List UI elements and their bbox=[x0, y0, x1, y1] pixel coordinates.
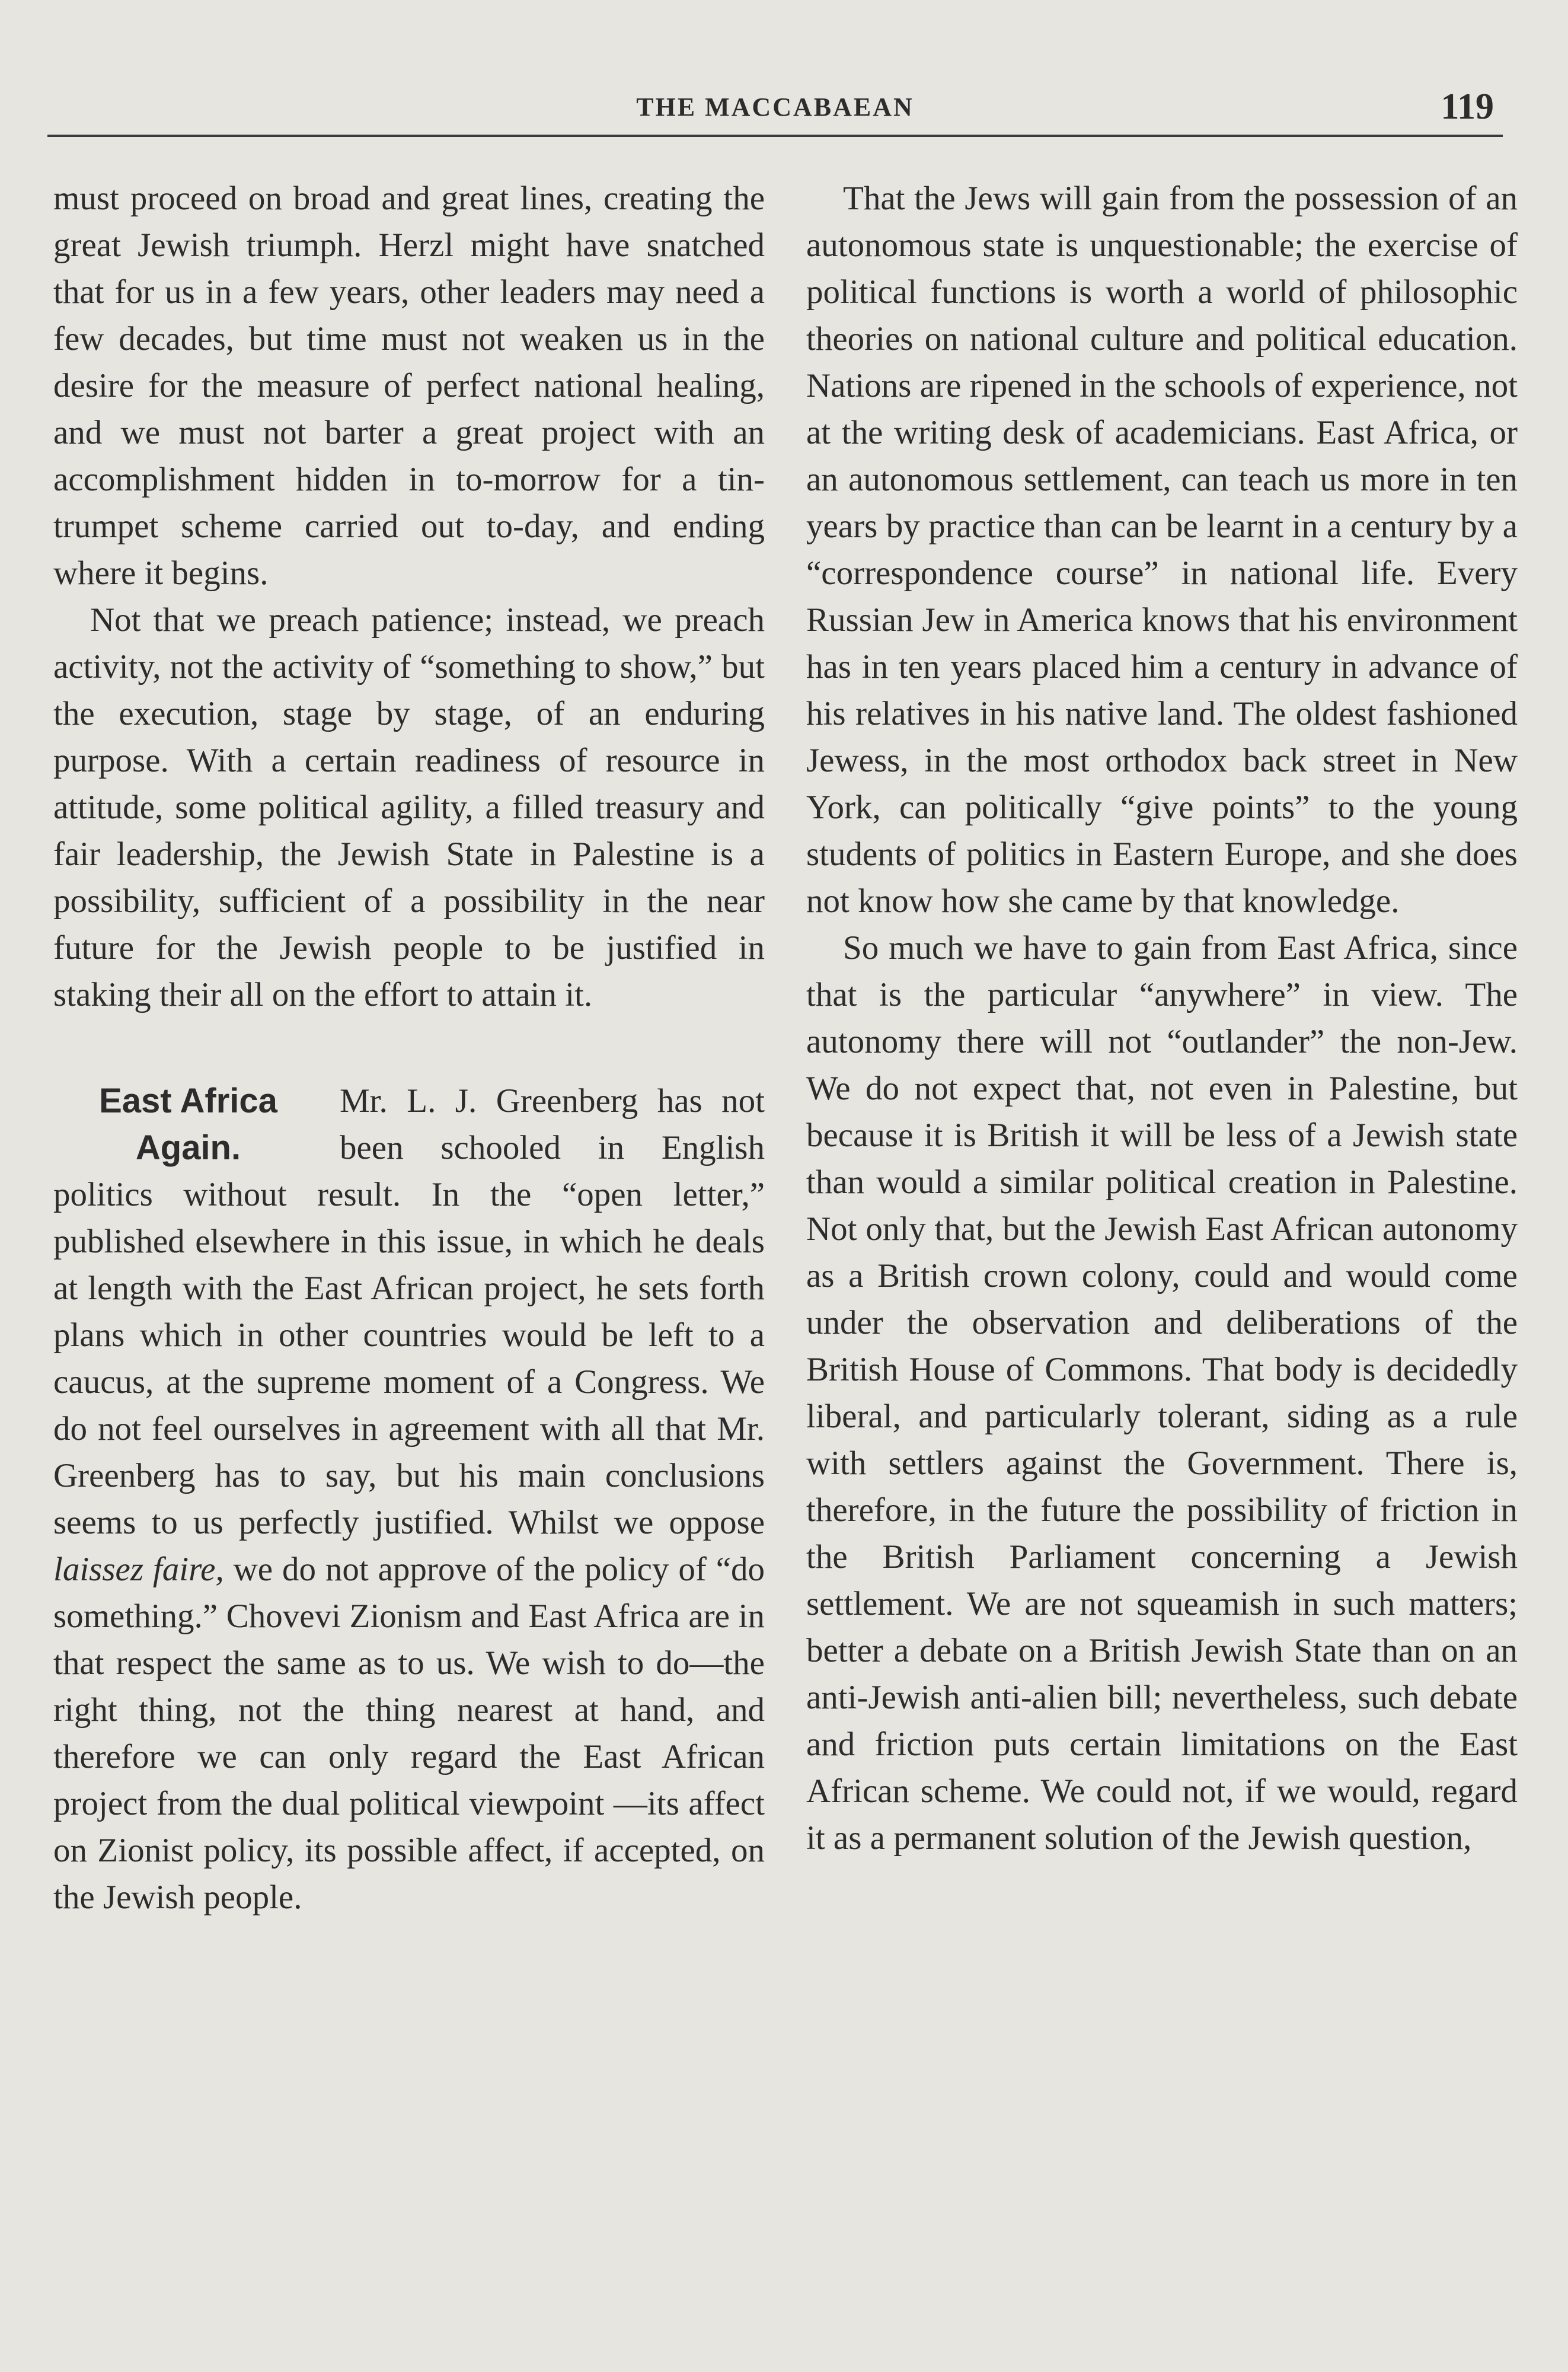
paragraph: That the Jews will gain from the possession of an autonomous state is unquestionable; the exercise of political functions is worth a world of philosophic theories on national culture and political education. Nations are ripened in the schools of experience, not at the writing desk of academicians. East Africa, or an autonomous settlement, can teach us more in ten years by practice than can be learnt in a century by a “correspondence course” in national life. Every Russian Jew in America knows that his environment has in ten years placed him a century in advance of his relatives in his native land. The oldest fashioned Jewess, in the most orthodox back street in New York, can politically “give points” to the young students of politics in Eastern Europe, and she does not know how she came by that knowledge. bbox=[806, 180, 1518, 920]
paragraph-text: we do not approve of the policy of “do something.” Chovevi Zionism and East Africa are in that respect the same as to us. We wish to do—the right thing, not the thing nearest at hand, and therefore we can only regard the East African project from the dual political viewpoint —its affect on Zionist policy, its possible affect, if accepted, on the Jewish people. bbox=[53, 1551, 765, 1916]
paragraph: Not that we preach patience; instead, we preach activity, not the activity of “something to show,” but the execution, stage by stage, of an enduring purpose. With a certain readiness of resource in attitude, some political agility, a filled treasury and fair leadership, the Jewish State in Palestine is a possibility, sufficient of a possibility in the near future for the Jewish people to be justified in staking their all on the effort to attain it. bbox=[53, 601, 765, 1013]
paragraph: So much we have to gain from East Africa, since that is the particular “anywhere” in view. The autonomy there will not “outlander” the non-Jew. We do not expect that, not even in Palestine, but because it is British it will be less of a Jewish state than would a similar political creation in Palestine. Not only that, but the Jewish East African autonomy as a British crown colony, could and would come under the observation and deliberations of the British House of Commons. That body is decidedly liberal, and particularly tolerant, siding as a rule with settlers against the Government. There is, therefore, in the future the possibility of friction in the British Parliament concerning a Jewish settlement. We are not squeamish in such matters; better a debate on a British Jewish State than on an anti-Jewish anti-alien bill; nevertheless, such debate and friction puts certain limitations on the East African scheme. We could not, if we would, regard it as a permanent solution of the Jewish question, bbox=[806, 929, 1518, 1857]
side-heading-line: East Africa bbox=[99, 1082, 277, 1120]
section-east-africa bbox=[53, 1077, 765, 1921]
page-number: 119 bbox=[1441, 87, 1494, 127]
italic-phrase: laissez faire, bbox=[53, 1551, 224, 1588]
paragraph-text: Mr. L. J. Greenberg has not been schooled in English politics without result. In the “open letter,” published elsewhere in this issue, in which he deals at length with the East African project, he sets forth plans which in other countries would be left to a caucus, at the supreme moment of a Congress. We do not feel ourselves in agreement with all that Mr. Greenberg has to say, but his main conclusions seems to us perfectly justified. Whilst we oppose bbox=[53, 1082, 765, 1541]
header-rule bbox=[47, 135, 1503, 137]
running-head bbox=[47, 86, 1503, 139]
side-heading-line: Again. bbox=[135, 1128, 241, 1167]
left-column bbox=[53, 175, 765, 1921]
side-heading bbox=[53, 1077, 323, 1171]
right-column bbox=[806, 175, 1518, 1861]
paragraph bbox=[53, 1077, 765, 1921]
section-break bbox=[53, 1018, 765, 1077]
journal-title: THE MACCABAEAN bbox=[636, 93, 914, 122]
paragraph: must proceed on broad and great lines, creating the great Jewish triumph. Herzl might have snatched that for us in a few years, other leaders may need a few decades, but time must not weaken us in the desire for the measure of perfect national healing, and we must not barter a great project with an accomplishment hidden in to-morrow for a tin-trumpet scheme carried out to-day, and ending where it begins. bbox=[53, 180, 765, 592]
